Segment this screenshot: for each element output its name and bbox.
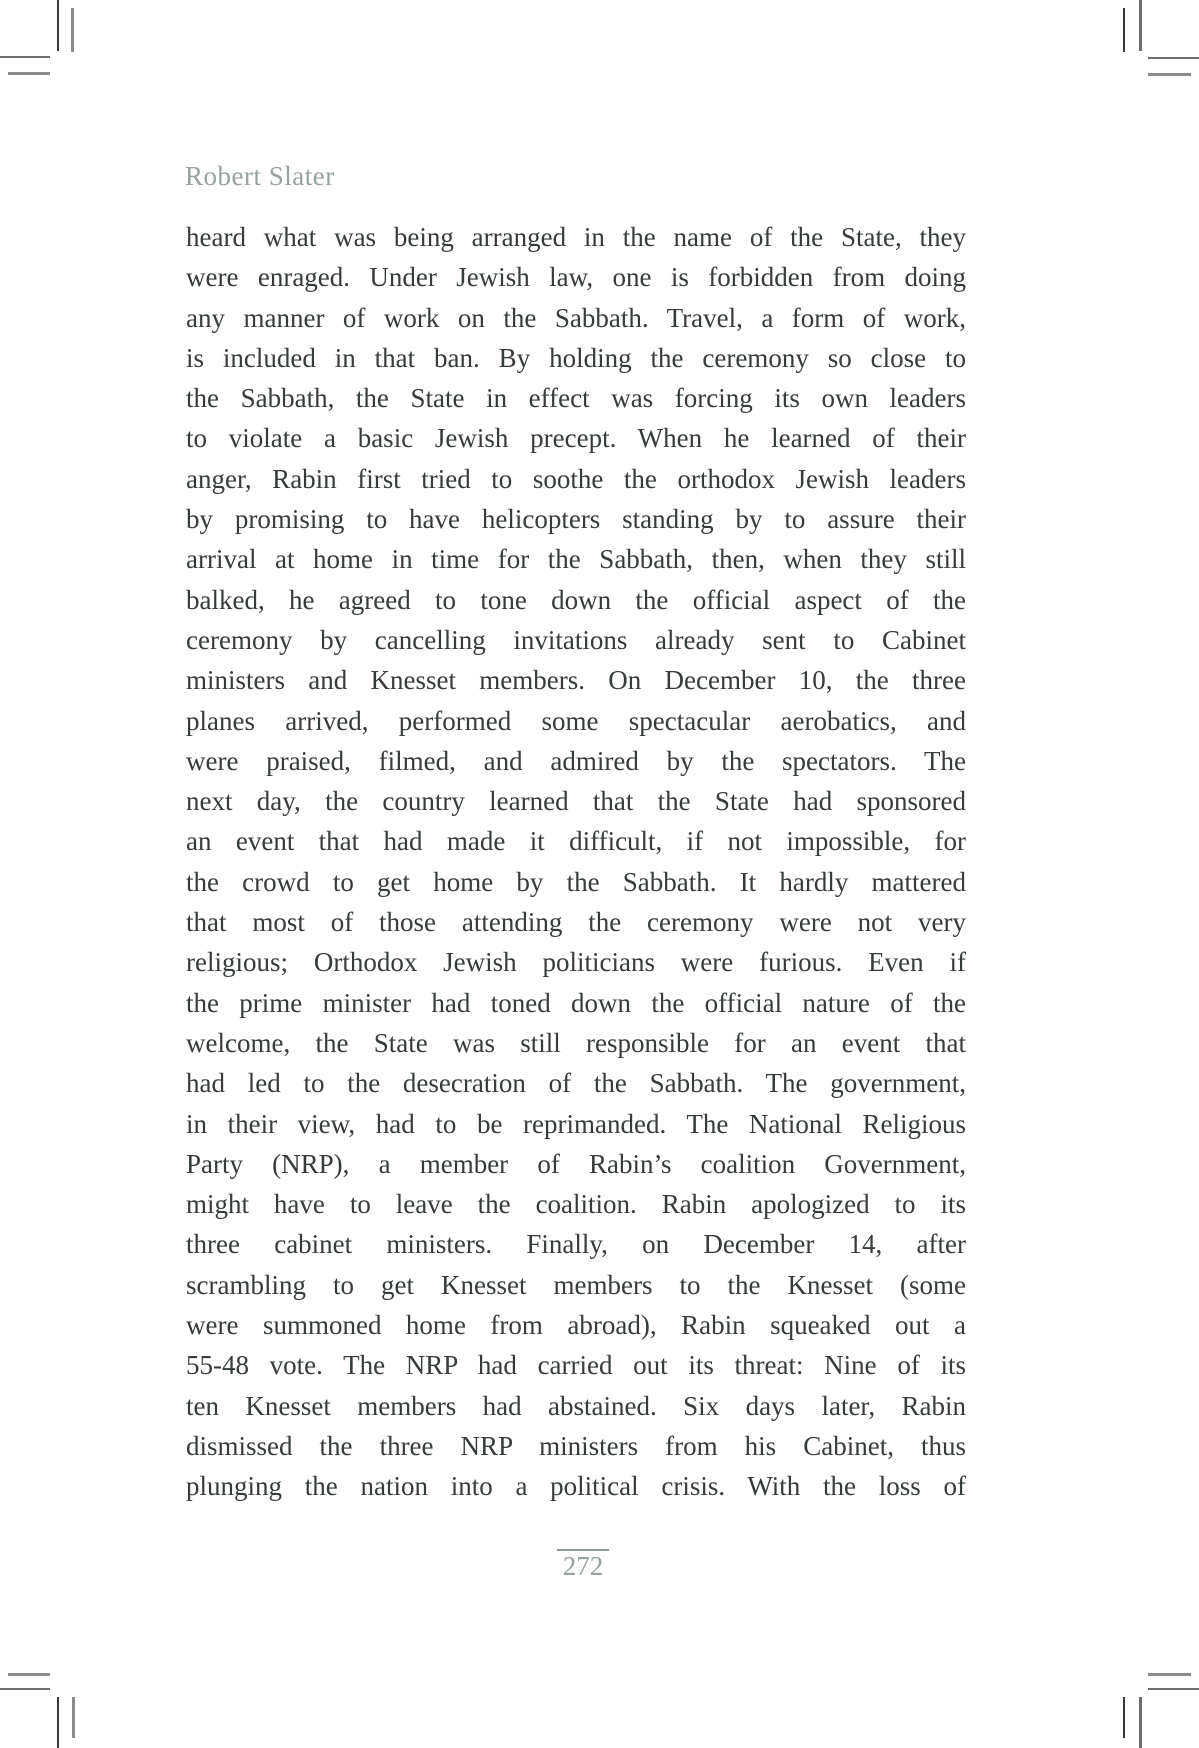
crop-mark-bottom-right-horizontal-inner [1148, 1673, 1191, 1676]
text-line: anger, Rabin first tried to soothe the orthodox Jewish leaders [186, 463, 966, 494]
crop-mark-top-left-vertical-outer [57, 0, 59, 51]
crop-mark-bottom-right-vertical-outer [1139, 1697, 1142, 1748]
crop-mark-top-right-vertical-inner [1123, 8, 1125, 52]
crop-mark-bottom-left-horizontal-outer [0, 1688, 50, 1690]
page-number: 272 [562, 1551, 604, 1581]
text-line: welcome, the State was still responsible for an event that [186, 1027, 966, 1058]
text-line: were enraged. Under Jewish law, one is forbidden from doing [186, 262, 966, 293]
text-line: the prime minister had toned down the official nature of the [186, 987, 966, 1018]
text-line: in their view, had to be reprimanded. The National Religious [186, 1108, 966, 1139]
text-line: by promising to have helicopters standing by to assure their [186, 504, 966, 535]
text-line: ceremony by cancelling invitations already sent to Cabinet [186, 624, 966, 655]
text-line: Party (NRP), a member of Rabin’s coalition Government, [186, 1148, 966, 1179]
text-line: religious; Orthodox Jewish politicians were furious. Even if [186, 947, 966, 978]
running-header: Robert Slater [185, 161, 335, 191]
text-line: the Sabbath, the State in effect was forcing its own leaders [186, 383, 966, 414]
crop-mark-top-right-vertical-outer [1139, 0, 1142, 51]
text-line: is included in that ban. By holding the ceremony so close to [186, 342, 966, 373]
text-line: next day, the country learned that the State had sponsored [186, 786, 966, 817]
crop-mark-bottom-left-horizontal-inner [8, 1673, 50, 1676]
crop-mark-bottom-right-horizontal-outer [1148, 1688, 1199, 1690]
text-line: ministers and Knesset members. On December 10, the three [186, 665, 966, 696]
text-line: arrival at home in time for the Sabbath, then, when they still [186, 544, 966, 575]
crop-mark-top-left-horizontal-outer [0, 56, 50, 58]
text-line: heard what was being arranged in the name of the State, they [186, 222, 966, 252]
crop-mark-top-left-vertical-inner [71, 8, 74, 52]
text-line: any manner of work on the Sabbath. Travel, a form of work, [186, 302, 966, 333]
text-line: were summoned home from abroad), Rabin squeaked out a [186, 1310, 966, 1341]
text-line: to violate a basic Jewish precept. When he learned of their [186, 423, 966, 454]
crop-mark-top-right-horizontal-inner [1148, 73, 1191, 76]
text-line: had led to the desecration of the Sabbath. The government, [186, 1068, 966, 1099]
crop-mark-top-right-horizontal-outer [1148, 57, 1199, 59]
crop-mark-bottom-left-vertical-inner [72, 1697, 75, 1738]
crop-mark-bottom-right-vertical-inner [1123, 1697, 1125, 1738]
text-line: balked, he agreed to tone down the official aspect of the [186, 584, 966, 615]
body-text-block [186, 217, 966, 1507]
page-number-block [555, 1549, 611, 1580]
text-line: planes arrived, performed some spectacular aerobatics, and [186, 705, 966, 736]
text-line: were praised, filmed, and admired by the spectators. The [186, 745, 966, 776]
text-line: ten Knesset members had abstained. Six days later, Rabin [186, 1390, 966, 1421]
text-line: an event that had made it difficult, if not impossible, for [186, 826, 966, 857]
text-line: dismissed the three NRP ministers from his Cabinet, thus [186, 1430, 966, 1461]
text-line: that most of those attending the ceremony were not very [186, 907, 966, 938]
text-line: three cabinet ministers. Finally, on December 14, after [186, 1229, 966, 1260]
text-line: 55-48 vote. The NRP had carried out its threat: Nine of its [186, 1350, 966, 1381]
text-line: might have to leave the coalition. Rabin apologized to its [186, 1189, 966, 1220]
text-line: plunging the nation into a political crisis. With the loss of [186, 1471, 966, 1502]
text-line: scrambling to get Knesset members to the Knesset (some [186, 1269, 966, 1300]
crop-mark-bottom-left-vertical-outer [57, 1697, 59, 1748]
text-line: the crowd to get home by the Sabbath. It hardly mattered [186, 866, 966, 897]
crop-mark-top-left-horizontal-inner [8, 72, 50, 75]
